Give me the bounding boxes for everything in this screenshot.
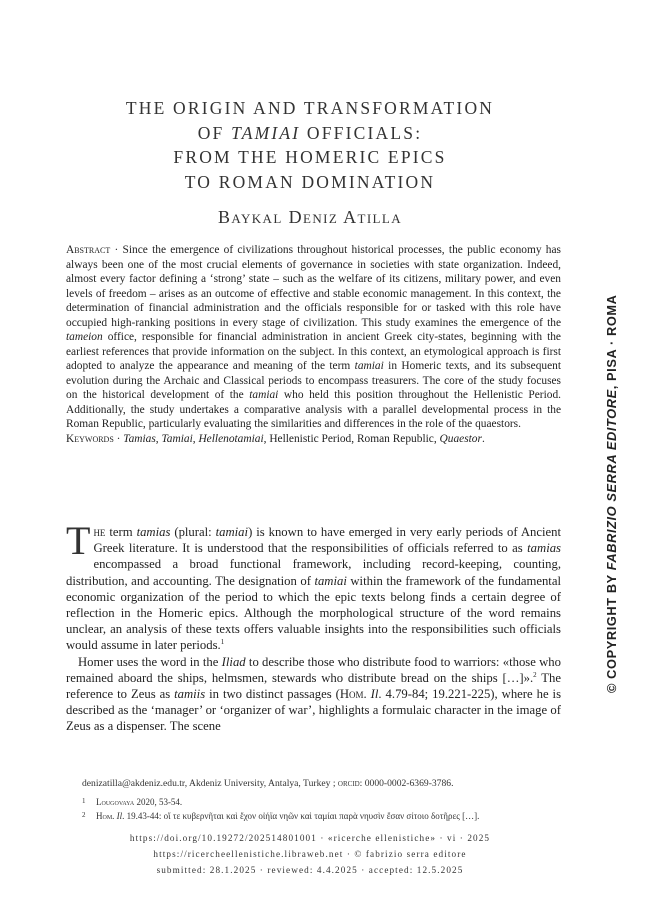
footnote-1-text: 2020, 53-54.	[134, 797, 183, 807]
p2-text-e: .	[363, 687, 371, 702]
p1-term-1: tamias	[136, 525, 171, 539]
p2-term-tamiis: tamiis	[174, 687, 206, 702]
p2-hom: Hom	[339, 687, 364, 702]
keyword-2: Tamiai	[161, 432, 193, 445]
copyright-publisher: FABRIZIO SERRA EDITORE	[604, 389, 619, 571]
paragraph-2	[66, 654, 561, 735]
footnote-2-dot: .	[112, 811, 117, 821]
footnote-2-author: Hom	[96, 811, 113, 821]
copyright-post: , PISA · ROMA	[604, 294, 619, 390]
title-line-3: FROM THE HOMERIC EPICS	[173, 147, 447, 167]
paragraph-1	[66, 518, 561, 654]
footnote-1-number: 1	[82, 797, 86, 805]
footnote-2	[82, 809, 479, 823]
abstract-text-4: who held this position throughout the Hellenistic Period. Additionally, the study undertakes a comparative analysis with a parallel developmental process in the Roman Republic, particularly evaluating the similarities and differences in the role of the quaestors.	[66, 389, 561, 430]
website-line[interactable]: https://ricercheellenistiche.libraweb.net · © fabrizio serra editore	[153, 849, 467, 859]
orcid-label: orcid	[337, 778, 360, 789]
copyright-pre: © COPYRIGHT BY	[604, 570, 619, 693]
abstract	[66, 243, 561, 446]
p1-term-3: tamias	[527, 541, 561, 556]
p2-il: Il	[370, 687, 379, 702]
keywords-comma-1: ,	[155, 432, 162, 445]
title-line-2-pre: OF	[197, 122, 232, 143]
abstract-text-2: office, responsible for financial administration in ancient Greek city-states, beginning with the earliest references that provide information on the subject. In this context, an etymological approach is first adopted to analyze the appearance and meaning of the term	[66, 331, 561, 372]
keyword-1: Tamias	[123, 432, 156, 445]
p2-text-d: in two distinct passages (	[205, 687, 340, 702]
footnote-1	[82, 795, 479, 809]
keywords	[66, 432, 561, 447]
title-line-4: TO ROMAN DOMINATION	[184, 171, 436, 192]
p1-text-d: encompassed a broad functional framework, including record-keeping, counting, distribution, and accounting. The designation of	[66, 557, 561, 588]
keywords-comma-2: ,	[192, 432, 199, 445]
footnotes	[82, 795, 479, 823]
p1-text-e: within the framework of the fundamental economic organization of the period to which the epic texts belong finds a certain degree of reflection in the Homeric epics. Although the morphological structure of the word remains unclear, an analysis of these texts offers valuable insights into the responsibilities such officials would assume in later periods.	[66, 573, 561, 653]
article-title	[60, 96, 560, 194]
title-line-2-italic: TAMIAI	[231, 122, 301, 143]
abstract-text-3: in Homeric texts, and its subsequent evolution during the Archaic and Classical periods to encompass treasurers. The core of the study focuses on the historical development of the	[66, 360, 562, 401]
p2-iliad: Iliad	[221, 654, 246, 669]
publication-info	[60, 830, 560, 878]
title-line-2-post: OFFICIALS:	[300, 122, 423, 143]
footnote-2-number: 2	[82, 811, 86, 819]
footnote-1-author: Lougovaya	[96, 797, 135, 807]
p1-term-2: tamiai	[215, 525, 249, 539]
p1-text-c: ) is known to have emerged in very early periods of Ancient Greek literature. It is understood that the responsibilities of officials referred to as	[93, 525, 561, 556]
abstract-label: Abstract	[66, 244, 111, 256]
p2-text-c: The reference to Zeus as	[66, 670, 561, 702]
p1-text-a: term	[105, 525, 137, 539]
title-line-2	[60, 121, 560, 146]
keywords-text: , Hellenistic Period, Roman Republic,	[263, 432, 440, 445]
p1-smallcaps: he	[93, 525, 106, 539]
abstract-term-tamiai-2: tamiai	[249, 389, 279, 401]
abstract-term-tamiai-1: tamiai	[354, 360, 384, 372]
footnote-2-text: . 19.43-44: οἵ τε κυβερνῆται καὶ ἔχον οἰήϊα νηῶν καὶ ταμίαι παρὰ νηυσὶν ἔσαν σίτοιο δοτῆρες […].	[122, 811, 480, 821]
p1-term-4: tamiai	[314, 573, 347, 588]
p1-text-b: (plural:	[170, 525, 216, 539]
keywords-sep: ·	[113, 432, 124, 445]
abstract-text-1: Since the emergence of civilizations throughout historical processes, the public economy has always been one of the most crucial elements of governance in societies with state organization. Indeed, almost every factor defining a ‘strong’ state – such as the welfare of its citizens, military power, and even levels of freedom – arises as an outcome of effective and stable economic management. In this context, the determination of financial administration and the officials responsible for or tasked with this role have occupied high-ranking positions in every stage of civilization. This study examines the emergence of the	[66, 244, 561, 329]
orcid-number: : 0000-0002-6369-3786.	[359, 778, 454, 789]
body-text	[66, 518, 562, 735]
dates-line: submitted: 28.1.2025 · reviewed: 4.4.2025 · accepted: 12.5.2025	[156, 865, 464, 875]
author-affiliation	[82, 778, 453, 789]
abstract-paragraph	[66, 243, 561, 432]
p2-text-b: to describe those who distribute food to warriors: «those who remained aboard the ships, helmsmen, stewards who distribute bread on the ships […]».	[66, 654, 561, 685]
abstract-term-tameion: tameion	[66, 331, 103, 343]
email-text: denizatilla@akdeniz.edu.tr, Akdeniz University, Antalya, Turkey ;	[82, 778, 338, 789]
keyword-3: Hellenotamiai	[198, 432, 264, 445]
p2-text-a: Homer uses the word in the	[78, 654, 222, 669]
author-name: Baykal Deniz Atilla	[217, 207, 403, 227]
drop-cap: T	[66, 518, 91, 563]
abstract-sep: ·	[110, 244, 123, 256]
keywords-label: Keywords	[66, 432, 114, 445]
keywords-end: .	[481, 432, 485, 445]
title-line-1: THE ORIGIN AND TRANSFORMATION	[125, 98, 495, 118]
doi-line[interactable]: https://doi.org/10.19272/202514801001 · «ricerche ellenistiche» · vi · 2025	[129, 833, 491, 843]
keyword-4: Quaestor	[439, 432, 482, 445]
footnote-ref-2[interactable]: 2	[533, 670, 537, 679]
p2-text-f: . 4.79-84; 19.221-225), where he is described as the ‘manager’ or ‘organizer of war’, highlights a formulaic character in the image of Zeus as a dispenser. The scene	[66, 687, 562, 734]
footnote-2-il: Il	[116, 811, 123, 821]
copyright-sidebar	[604, 295, 619, 694]
footnote-ref-1[interactable]: 1	[220, 638, 225, 647]
